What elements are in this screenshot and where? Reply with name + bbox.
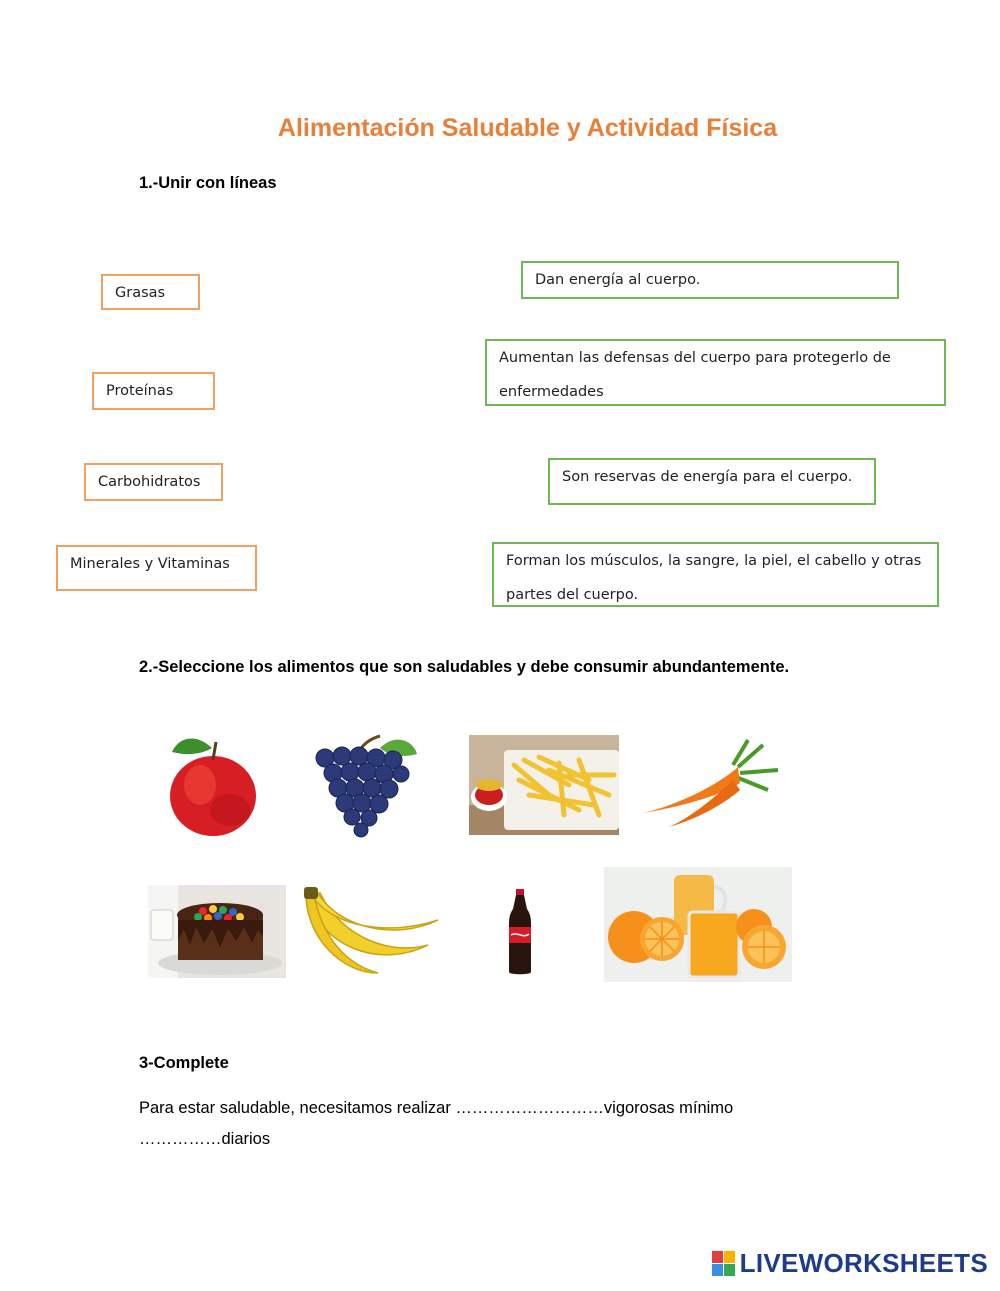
orange-juice-image[interactable] xyxy=(604,867,792,982)
grapes-image[interactable] xyxy=(305,728,420,838)
cola-bottle-image[interactable] xyxy=(505,887,535,977)
section2-heading: 2.-Seleccione los alimentos que son saludables y debe consumir abundantemente. xyxy=(139,658,790,676)
match-right-reservas[interactable]: Son reservas de energía para el cuerpo. xyxy=(548,458,876,505)
match-right-defensas[interactable]: Aumentan las defensas del cuerpo para protegerlo de enfermedades xyxy=(485,339,946,406)
match-right-musculos[interactable]: Forman los músculos, la sangre, la piel, el cabello y otras partes del cuerpo. xyxy=(492,542,939,607)
apple-image[interactable] xyxy=(140,730,285,840)
section3-heading: 3-Complete xyxy=(139,1054,229,1072)
liveworksheets-logo xyxy=(712,1248,988,1279)
carrot-image[interactable] xyxy=(638,735,783,830)
page-title: Alimentación Saludable y Actividad Física xyxy=(277,114,778,142)
logo-text: LIVEWORKSHEETS xyxy=(739,1248,988,1278)
bananas-image[interactable] xyxy=(298,885,440,977)
complete-line-2: ……………diarios xyxy=(139,1130,271,1148)
match-left-carbohidratos[interactable]: Carbohidratos xyxy=(84,463,223,501)
chocolate-cake-image[interactable] xyxy=(148,885,286,978)
match-left-minerales[interactable]: Minerales y Vitaminas xyxy=(56,545,257,591)
match-right-energia[interactable]: Dan energía al cuerpo. xyxy=(521,261,899,299)
match-left-proteinas[interactable]: Proteínas xyxy=(92,372,215,410)
french-fries-image[interactable] xyxy=(469,735,619,835)
section1-heading: 1.-Unir con líneas xyxy=(139,174,277,192)
match-left-grasas[interactable]: Grasas xyxy=(101,274,200,310)
liveworksheets-icon xyxy=(712,1251,736,1277)
complete-line-1: Para estar saludable, necesitamos realizar ………………………vigorosas mínimo xyxy=(139,1099,734,1117)
